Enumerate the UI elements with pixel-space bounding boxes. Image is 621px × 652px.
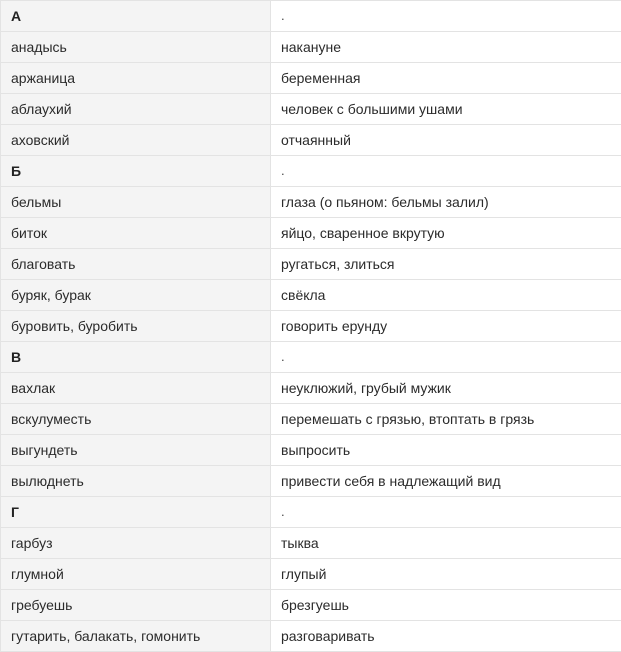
word-meaning: неуклюжий, грубый мужик xyxy=(271,373,621,404)
dialect-word: буровить, буробить xyxy=(1,311,271,342)
dialect-word: биток xyxy=(1,218,271,249)
letter-placeholder: . xyxy=(271,342,621,373)
dialect-word: глумной xyxy=(1,559,271,590)
dictionary-body xyxy=(1,1,621,652)
letter-heading: А xyxy=(1,1,271,32)
table-row xyxy=(1,218,621,249)
word-meaning: ругаться, злиться xyxy=(271,249,621,280)
dialect-word: бельмы xyxy=(1,187,271,218)
table-row xyxy=(1,373,621,404)
word-meaning: яйцо, сваренное вкрутую xyxy=(271,218,621,249)
word-meaning: выпросить xyxy=(271,435,621,466)
dialect-word: аржаница xyxy=(1,63,271,94)
table-row xyxy=(1,621,621,652)
table-row xyxy=(1,187,621,218)
word-meaning: тыква xyxy=(271,528,621,559)
letter-heading: В xyxy=(1,342,271,373)
table-row xyxy=(1,311,621,342)
word-meaning: свёкла xyxy=(271,280,621,311)
table-row xyxy=(1,63,621,94)
table-row xyxy=(1,249,621,280)
word-meaning: перемешать с грязью, втоптать в грязь xyxy=(271,404,621,435)
dialect-word: вылюднеть xyxy=(1,466,271,497)
table-row xyxy=(1,32,621,63)
letter-header-row xyxy=(1,156,621,187)
word-meaning: глупый xyxy=(271,559,621,590)
letter-heading: Б xyxy=(1,156,271,187)
dialect-word: благовать xyxy=(1,249,271,280)
word-meaning: брезгуешь xyxy=(271,590,621,621)
dialect-word: анадысь xyxy=(1,32,271,63)
word-meaning: глаза (о пьяном: бельмы залил) xyxy=(271,187,621,218)
letter-header-row xyxy=(1,497,621,528)
table-row xyxy=(1,528,621,559)
word-meaning: привести себя в надлежащий вид xyxy=(271,466,621,497)
letter-placeholder: . xyxy=(271,1,621,32)
dialect-word: вскулуместь xyxy=(1,404,271,435)
dialect-word: вахлак xyxy=(1,373,271,404)
word-meaning: отчаянный xyxy=(271,125,621,156)
letter-header-row xyxy=(1,342,621,373)
dialect-word: буряк, бурак xyxy=(1,280,271,311)
word-meaning: человек с большими ушами xyxy=(271,94,621,125)
letter-placeholder: . xyxy=(271,156,621,187)
table-row xyxy=(1,559,621,590)
dialect-word: аблаухий xyxy=(1,94,271,125)
dialect-word: гарбуз xyxy=(1,528,271,559)
word-meaning: накануне xyxy=(271,32,621,63)
word-meaning: беременная xyxy=(271,63,621,94)
table-row xyxy=(1,435,621,466)
dialect-word: гребуешь xyxy=(1,590,271,621)
table-row xyxy=(1,280,621,311)
table-row xyxy=(1,404,621,435)
letter-placeholder: . xyxy=(271,497,621,528)
table-row xyxy=(1,125,621,156)
word-meaning: разговаривать xyxy=(271,621,621,652)
table-row xyxy=(1,94,621,125)
letter-heading: Г xyxy=(1,497,271,528)
table-row xyxy=(1,466,621,497)
word-meaning: говорить ерунду xyxy=(271,311,621,342)
table-row xyxy=(1,590,621,621)
dialect-word: выгундеть xyxy=(1,435,271,466)
dialect-word: гутарить, балакать, гомонить xyxy=(1,621,271,652)
letter-header-row xyxy=(1,1,621,32)
dialect-word: аховский xyxy=(1,125,271,156)
